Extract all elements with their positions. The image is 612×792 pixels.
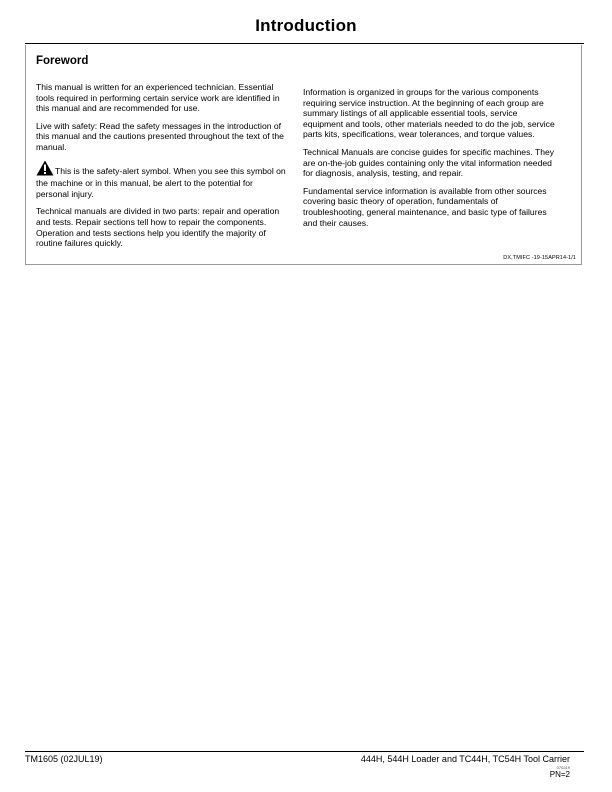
- paragraph-fundamental-info: Fundamental service information is available from other sources covering basic theory of operation, fundamentals of troubleshooting, general maintenance, and basic type of failures and their causes.: [303, 185, 547, 228]
- paragraph-technical-manuals: Technical Manuals are concise guides for specific machines. They are on-the-job guides containing only the vital information needed for diagnosis, analysis, testing, and repair.: [303, 146, 555, 179]
- paragraph-manual-intro: This manual is written for an experienced technician. Essential tools required in performing certain service work are identified in this manual and are recommended for use.: [36, 82, 280, 114]
- footer-code: 070219: [556, 765, 570, 770]
- footer-manual-id: TM1605 (02JUL19): [25, 754, 103, 764]
- safety-alert-text: This is the safety-alert symbol. When you see this symbol on the machine or in this manual, be alert to the potential for personal injury.: [36, 165, 286, 199]
- paragraph-manual-parts: Technical manuals are divided in two parts: repair and operation and tests. Repair sections tell how to repair the components. Operation and tests sections help you identify the majority of routine failures quickly.: [36, 206, 280, 249]
- title-divider: [25, 43, 584, 44]
- page-title: Introduction: [255, 16, 357, 35]
- paragraph-safety-alert: [36, 160, 288, 200]
- paragraph-organization: Information is organized in groups for the various components requiring service instruction. At the beginning of each group are summary listings of all applicable essential tools, service equipment and tools, other materials needed to do the job, service parts kits, specifications, wear tolerances, and torque values.: [303, 87, 555, 140]
- document-reference: DX,TMIFC -19-15APR14-1/1: [503, 255, 576, 261]
- page-number: PN=2: [549, 770, 570, 779]
- paragraph-live-with-safety: Live with safety: Read the safety messages in the introduction of this manual and the cautions presented throughout the text of the manual.: [36, 120, 284, 152]
- left-column: [36, 82, 288, 256]
- footer-divider: [25, 751, 584, 752]
- footer-product-name: 444H, 544H Loader and TC44H, TC54H Tool Carrier: [360, 754, 570, 764]
- safety-alert-triangle-icon: [36, 160, 54, 179]
- section-heading: Foreword: [36, 55, 89, 67]
- right-column: [303, 87, 559, 235]
